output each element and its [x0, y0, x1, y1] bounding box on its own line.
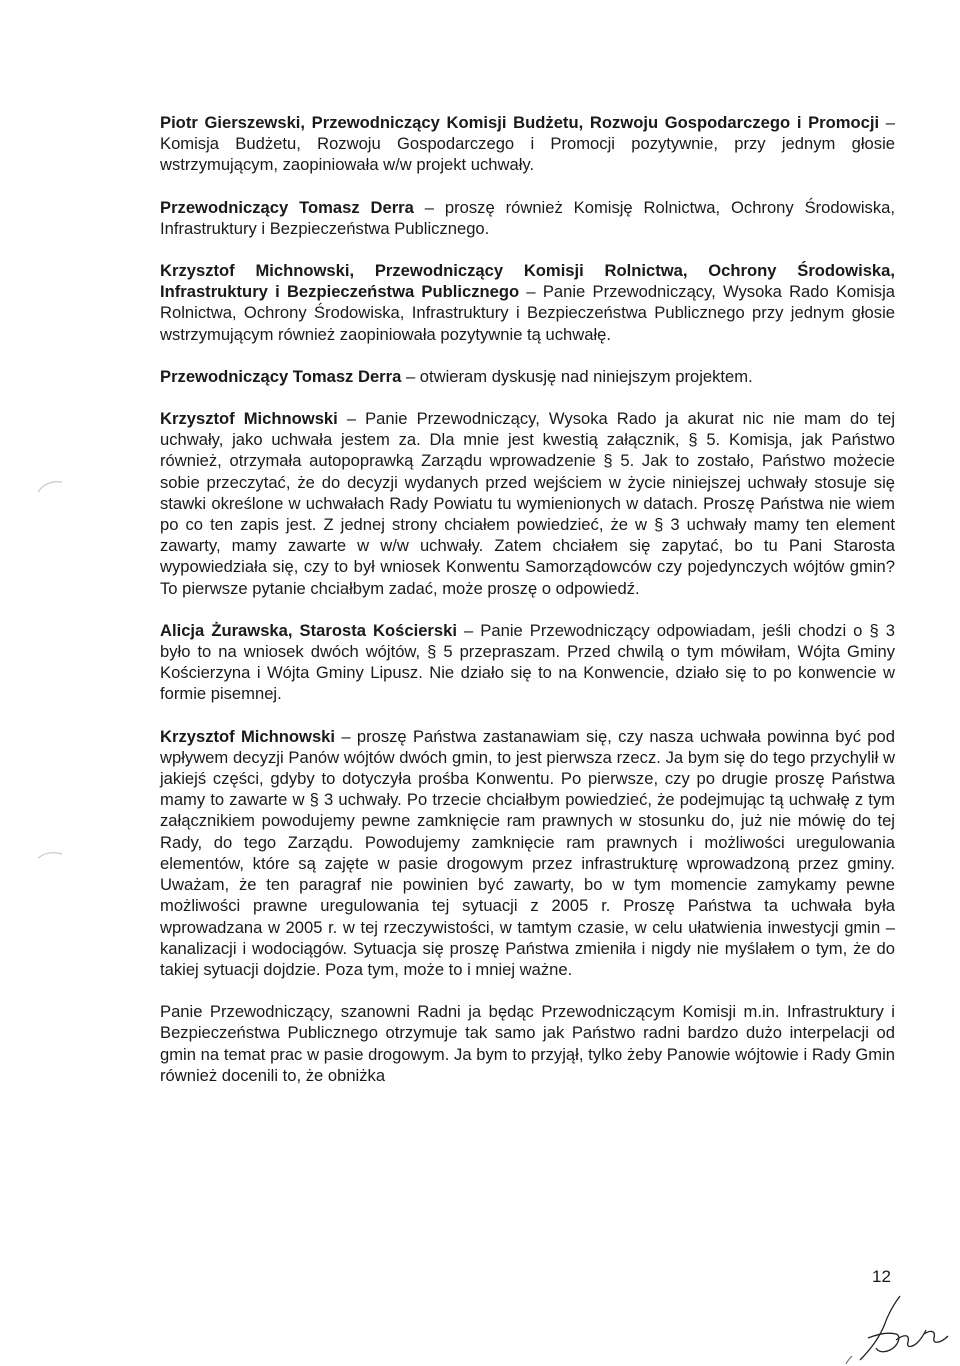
paragraph-text: – Panie Przewodniczący odpowiadam, jeśli chodzi o § 3 było to na wniosek dwóch wójtów, § 5 przepraszam. Przed chwilą o tym mówiłam, Wójta Gminy Kościerzyna i Wójta Gminy Lipusz. Nie działo się to na Konwencie, działo się to po konwencie w formie pisemnej.	[160, 620, 895, 704]
paragraph-text: – Panie Przewodniczący, Wysoka Rado ja akurat nic nie mam do tej uchwały, jako uchwała jestem za. Dla mnie jest kwestią załącznik, § 5. Komisja, jak Państwo również, otrzymała autopoprawką Zarządu wprowadzenie § 5. Jak to zostało, Państwo możecie sobie przeczytać, że do decyzji wydanych przed wejściem w życie niniejszej uchwały stosuje się stawki określone w uchwałach Rady Powiatu tu wymienionych w datach. Proszę Państwa nie wiem po co ten zapis jest. Z jednej strony chciałem powiedzieć, że w § 3 uchwały mamy ten element zawarty, mamy zawarte w w/w uchwały. Zatem chciałem się zapytać, bo tu Pani Starosta wypowiedziała się, czy to był wniosek Konwentu Samorządowców czy pojedynczych wójtów gmin? To pierwsze pytanie chciałbym zadać, może proszę o odpowiedź.	[160, 409, 896, 598]
paragraph-3	[160, 260, 895, 345]
speaker-name: Piotr Gierszewski, Przewodniczący Komisji Budżetu, Rozwoju Gospodarczego i Promocji	[160, 113, 880, 132]
margin-mark-icon	[34, 838, 74, 878]
paragraph-2	[160, 197, 895, 239]
speaker-name: Alicja Żurawska, Starosta Kościerski	[160, 620, 457, 640]
paragraph-text: – Komisja Budżetu, Rozwoju Gospodarczego i Promocji pozytywnie, przy jednym głosie wstrzymującym, zaopiniowała w/w projekt uchwały.	[160, 113, 896, 175]
document-body	[160, 112, 895, 1086]
speaker-name: Przewodniczący Tomasz Derra	[160, 366, 402, 386]
speaker-name: Krzysztof Michnowski	[160, 409, 338, 429]
paragraph-text: – proszę również Komisję Rolnictwa, Ochrony Środowiska, Infrastruktury i Bezpieczeństwa Publicznego.	[160, 197, 895, 238]
paragraph-7	[160, 726, 895, 980]
margin-mark-icon	[34, 470, 74, 510]
paragraph-text: – Panie Przewodniczący, Wysoka Rado Komisja Rolnictwa, Ochrony Środowiska, Infrastruktury i Bezpieczeństwa Publicznego przy jednym głosie wstrzymującym również zaopiniowała pozytywnie tą uchwałę.	[160, 282, 895, 344]
paragraph-text: Panie Przewodniczący, szanowni Radni ja będąc Przewodniczącym Komisji m.in. Infrastruktury i Bezpieczeństwa Publicznego otrzymuje tak samo jak Państwo radni bardzo dużo interpelacji od gmin na temat prac w pasie drogowym. Ja bym to przyjął, tylko żeby Panowie wójtowie i Rady Gmin również docenili to, że obniżka	[160, 1002, 895, 1085]
paragraph-text: – proszę Państwa zastanawiam się, czy nasza uchwała powinna być pod wpływem decyzji Panów wójtów dwóch gmin, to jest pierwsza rzecz. Ja bym się do tego przychylił w jakiejś części, gdyby to dotyczyła prośba Konwentu. Po pierwsze, czy po drugie proszę Państwa mamy to zawarte w § 3 uchwały. Po trzecie chciałbym powiedzieć, że podejmując tą uchwałę z tym załącznikiem powodujemy pewne zamknięcie ram prawnych w stosunku do, już nie mówię do tej Rady, do tego Zarządu. Powodujemy zamknięcie ram prawnych i możliwości uregulowania elementów, które są zajęte w pasie drogowym przez infrastrukturę wprowadzoną przez gminy. Uważam, że ten paragraf nie powinien być zawarty, bo w tym momencie zamykamy pewne możliwości prawne uregulowania tej sytuacji z 2005 r. Proszę Państwa ta uchwała była wprowadzana w 2005 r. w tej rzeczywistości, w tamtym czasie, w celu ułatwienia inwestycji gmin – kanalizacji i wodociągów. Sytuacja się proszę Państwa zmieniła i nigdy nie myślałem o tym, że do takiej sytuacji dojdzie. Poza tym, może to i mniej ważne.	[160, 726, 895, 979]
paragraph-5	[160, 408, 895, 599]
paragraph-1	[160, 112, 895, 176]
speaker-name: Krzysztof Michnowski	[160, 726, 336, 746]
speaker-name: Przewodniczący Tomasz Derra	[160, 197, 414, 217]
speaker-name: Krzysztof Michnowski, Przewodniczący Komisji Rolnictwa, Ochrony Środowiska, Infrastruktury i Bezpieczeństwa Publicznego	[160, 261, 895, 302]
signature-icon	[838, 1290, 958, 1366]
paragraph-8	[160, 1001, 895, 1086]
page-number: 12	[872, 1267, 891, 1286]
paragraph-text: – otwieram dyskusję nad niniejszym projektem.	[401, 366, 753, 386]
paragraph-6	[160, 620, 895, 705]
paragraph-4	[160, 366, 895, 387]
